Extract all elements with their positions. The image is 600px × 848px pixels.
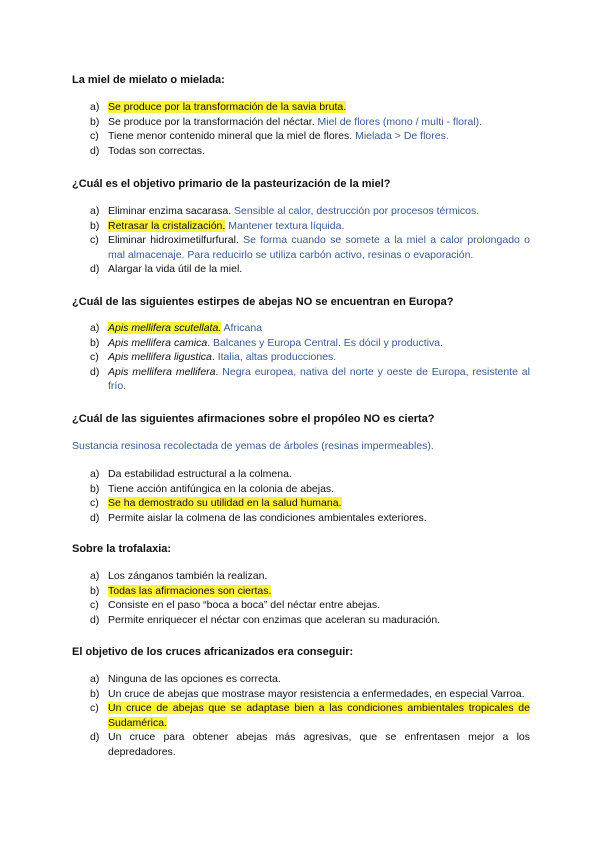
option-a: a) Apis mellifera scutellata. Africana: [90, 322, 263, 334]
options-list: [72, 569, 530, 627]
option-a: a) Ninguna de las opciones es correcta.: [90, 673, 281, 685]
option-note: Mantener textura líquida.: [225, 219, 345, 232]
option-note: Negra europea, nativa del norte y oeste de Europa, resistente al frío.: [108, 365, 530, 393]
option-c: c) Consiste en el paso “boca a boca” del néctar entre abejas.: [90, 599, 381, 612]
option-a: a) Los zánganos también la realizan.: [90, 570, 268, 582]
option-b: b) Apis mellifera camica. Balcanes y Europa Central. Es dócil y productiva.: [90, 336, 443, 349]
question-title: ¿Cuál de las siguientes estirpes de abejas NO se encuentran en Europa?: [72, 296, 454, 308]
question-title: La miel de mielato o mielada:: [72, 74, 225, 86]
options-list: [72, 672, 530, 760]
option-c: c) Un cruce de abejas que se adaptase bien a las condiciones ambientales tropicales de Sudamérica.: [90, 702, 530, 729]
option-d: d) Permite enriquecer el néctar con enzimas que aceleran su maduración.: [90, 613, 441, 626]
option-d: d) Apis mellifera mellifera. Negra europea, nativa del norte y oeste de Europa, resistente al frío.: [90, 365, 530, 393]
options-list: [72, 467, 530, 525]
options-list: [72, 100, 530, 158]
option-a: a) Da estabilidad estructural a la colmena.: [90, 468, 292, 480]
option-b: b) Tiene acción antifúngica en la colonia de abejas.: [90, 482, 335, 495]
answer-highlight: Se produce por la transformación de la savia bruta.: [108, 101, 347, 113]
answer-highlight: Se ha demostrado su utilidad en la salud humana.: [108, 497, 342, 510]
option-b: b) Se produce por la transformación del néctar. Miel de flores (mono / multi - floral).: [90, 115, 483, 128]
option-b: b) Todas las afirmaciones son ciertas.: [90, 584, 272, 597]
options-list: [72, 204, 530, 277]
option-c: c) Apis mellifera ligustica. Italia, altas producciones.: [90, 351, 337, 364]
answer-highlight: Apis mellifera scutellata.: [108, 322, 222, 334]
option-c: c) Se ha demostrado su utilidad en la salud humana.: [90, 497, 342, 510]
option-b: b) Un cruce de abejas que mostrase mayor resistencia a enfermedades, en especial Varroa.: [90, 687, 525, 700]
option-c: c) Eliminar hidroximetilfurfural. Se forma cuando se somete a la miel a calor prolongado o mal almacenaje. Para reducirlo se utiliza carbón activo, resinas o evaporación.: [90, 234, 530, 261]
options-list: [72, 321, 530, 394]
answer-highlight: Un cruce de abejas que se adaptase bien a las condiciones ambientales tropicales de Sudamérica.: [108, 702, 530, 729]
option-note: Mielada > De flores.: [355, 130, 449, 143]
answer-highlight: Retrasar la cristalización.: [108, 219, 226, 232]
option-d: d) Todas son correctas.: [90, 144, 205, 157]
option-a: a) Se produce por la transformación de la savia bruta.: [90, 101, 347, 113]
question-title: ¿Cuál de las siguientes afirmaciones sobre el propóleo NO es cierta?: [72, 413, 435, 425]
question-intro-note: Sustancia resinosa recolectada de yemas de árboles (resinas impermeables).: [72, 440, 434, 452]
option-note: Se forma cuando se somete a la miel a calor prolongado o mal almacenaje. Para reducirlo se utiliza carbón activo, resinas o evaporación.: [108, 234, 530, 261]
question-title: ¿Cuál es el objetivo primario de la pasteurización de la miel?: [72, 178, 391, 190]
option-d: d) Permite aislar la colmena de las condiciones ambientales exteriores.: [90, 511, 427, 524]
option-note: Balcanes y Europa Central. Es dócil y productiva.: [210, 336, 443, 349]
question-title: Sobre la trofalaxia:: [72, 543, 172, 555]
option-c: c) Tiene menor contenido mineral que la miel de flores. Mielada > De flores.: [90, 130, 449, 143]
option-note: Africana: [221, 322, 263, 334]
question-title: El objetivo de los cruces africanizados era conseguir:: [72, 646, 354, 658]
option-a: a) Eliminar enzima sacarasa. Sensible al calor, destrucción por procesos térmicos.: [90, 205, 480, 217]
option-note: Italia, altas producciones.: [214, 351, 337, 364]
option-d: d) Alargar la vida útil de la miel.: [90, 263, 243, 276]
option-d: d) Un cruce para obtener abejas más agresivas, que se enfrentasen mejor a los depredadores.: [90, 731, 530, 758]
option-note: Sensible al calor, destrucción por procesos térmicos.: [234, 205, 480, 217]
answer-highlight: Todas las afirmaciones son ciertas.: [108, 584, 272, 597]
option-b: b) Retrasar la cristalización. Mantener textura líquida.: [90, 219, 345, 232]
option-note: Miel de flores (mono / multi - floral).: [317, 115, 483, 128]
